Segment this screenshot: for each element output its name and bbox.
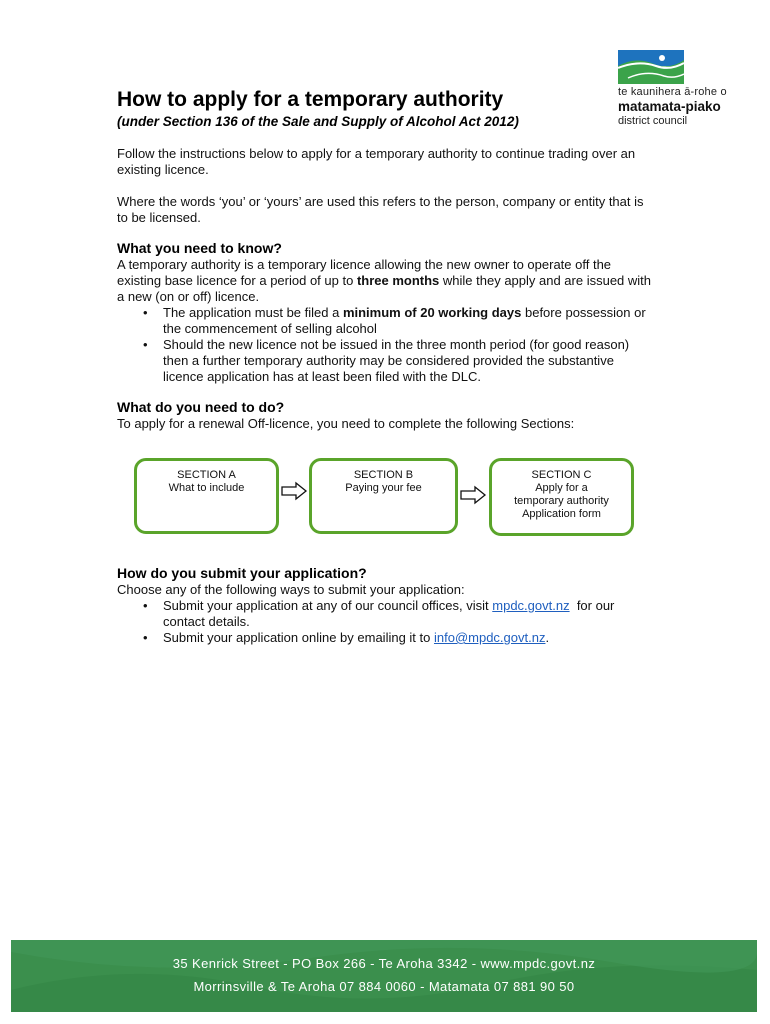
section-b-box xyxy=(309,458,458,534)
heading-need-to-know: What you need to know? xyxy=(117,240,282,256)
section-a-desc: What to include xyxy=(168,482,245,494)
council-logo-mark xyxy=(618,48,684,84)
heading-need-to-do: What do you need to do? xyxy=(117,399,285,415)
list-item xyxy=(117,630,657,646)
section-c-title: SECTION C xyxy=(531,469,592,481)
section-c-line3: Application form xyxy=(522,508,601,520)
list-item xyxy=(117,598,657,630)
arrow-right-icon xyxy=(279,481,309,501)
section-b-title: SECTION B xyxy=(353,469,414,481)
list-item-text: Submit your application at any of our council offices, visit xyxy=(163,598,493,613)
submit-list xyxy=(117,598,657,646)
footer-pattern xyxy=(11,940,757,1012)
logo-text-maori: te kaunihera ā-rohe o xyxy=(618,86,727,98)
website-link[interactable]: mpdc.govt.nz xyxy=(492,598,570,613)
section-b-desc: Paying your fee xyxy=(345,482,422,494)
submit-body: Choose any of the following ways to submit your application: xyxy=(117,582,465,597)
section-a-title: SECTION A xyxy=(177,469,236,481)
logo-text-name: matamata-piako xyxy=(618,99,721,114)
footer-address: 35 Kenrick Street - PO Box 266 - Te Aroha 3342 - www.mpdc.govt.nz xyxy=(172,956,596,971)
council-logo xyxy=(612,48,742,128)
intro-paragraph-2: Where the words ‘you’ or ‘yours’ are used this refers to the person, company or entity that is to be licensed. xyxy=(117,194,644,225)
arrow-right-icon xyxy=(458,485,488,505)
logo-text-district: district council xyxy=(618,115,688,127)
section-c-line1: Apply for a xyxy=(535,482,588,494)
footer-phones: Morrinsville & Te Aroha 07 884 0060 - Matamata 07 881 90 50 xyxy=(193,979,575,994)
list-item-text-end: for our contact details. xyxy=(163,598,619,629)
need-to-know-body xyxy=(117,257,657,305)
need-to-know-body-bold: three months xyxy=(356,273,440,288)
list-item-text: The application must be filed a xyxy=(163,305,343,320)
need-to-know-body-text: A temporary authority is a temporary licence allowing the new owner to operate off the existing base licence for a period of up to xyxy=(117,257,612,288)
list-item-text-end: . xyxy=(545,630,550,645)
need-to-know-list xyxy=(117,305,657,385)
list-item-bold: minimum of 20 working days xyxy=(342,305,522,320)
intro-paragraph-1: Follow the instructions below to apply for a temporary authority to continue trading over an existing licence. xyxy=(117,146,636,177)
list-item-text: Should the new licence not be issued in the three month period (for good reason) then a further temporary authority may be considered provided the substantive licence application has at least been filed with the DLC. xyxy=(163,337,630,384)
page-title: How to apply for a temporary authority xyxy=(117,88,504,111)
list-item-text: Submit your application online by emailing it to xyxy=(163,630,434,645)
list-item xyxy=(117,337,657,385)
list-item-text-end: before possession or the commencement of selling alcohol xyxy=(163,305,646,336)
section-c-line2: temporary authority xyxy=(514,495,609,507)
need-to-know-body-text-end: while they apply and are issued with a new (on or off) licence. xyxy=(117,273,652,304)
section-c-box xyxy=(489,458,634,536)
email-link[interactable]: info@mpdc.govt.nz xyxy=(433,630,546,645)
heading-submit: How do you submit your application? xyxy=(117,565,367,581)
list-item xyxy=(117,305,657,337)
section-a-box xyxy=(134,458,279,534)
page-subtitle: (under Section 136 of the Sale and Supply of Alcohol Act 2012) xyxy=(117,114,519,129)
footer-banner xyxy=(11,940,757,1012)
need-to-do-body: To apply for a renewal Off-licence, you need to complete the following Sections: xyxy=(117,416,575,431)
